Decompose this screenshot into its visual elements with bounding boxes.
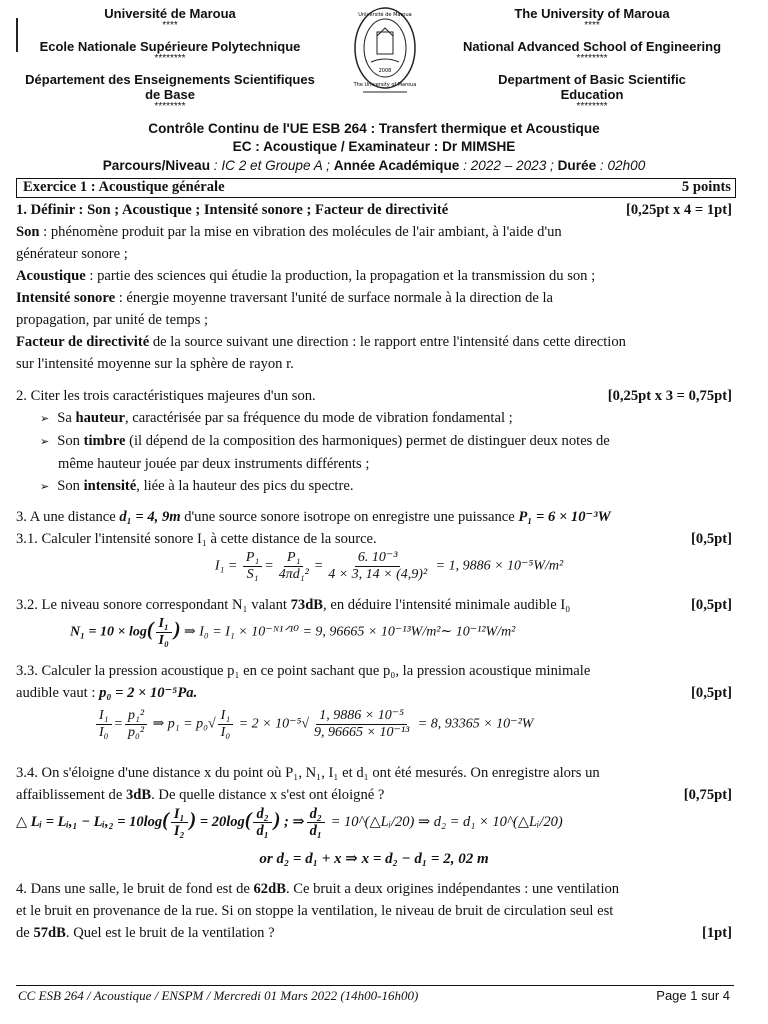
left-school: Ecole Nationale Supérieure Polytechnique	[39, 39, 301, 54]
q2-bullet-3: ➢ Son intensité, liée à la hauteur des pics du spectre.	[40, 478, 354, 494]
exam-body	[16, 199, 732, 944]
q1-acoustique	[16, 265, 732, 287]
q1-facteur	[16, 331, 732, 353]
q1-son-2: générateur sonore ;	[16, 246, 128, 262]
exercise-header-box	[16, 178, 736, 198]
right-dept-line1: Department of Basic Scientific	[498, 72, 686, 87]
exam-ec-line: EC : Acoustique / Examinateur : Dr MIMSHE	[232, 139, 516, 154]
q1-facteur-2: sur l'intensité moyenne sur la sphère de rayon r.	[16, 356, 294, 372]
left-dept-line1: Département des Enseignements Scientifiques	[25, 72, 315, 87]
left-stars-1: ****	[162, 20, 178, 31]
acoustique-text: : partie des sciences qui étudie la production, la propagation et la transmission du son ;	[85, 268, 596, 284]
parcours-label: Parcours/Niveau	[102, 158, 211, 173]
right-university: The University of Maroua	[514, 6, 670, 21]
q32-points: [0,5pt]	[691, 597, 732, 613]
right-school: National Advanced School of Engineering	[462, 39, 722, 54]
q4-points: [1pt]	[702, 925, 732, 941]
left-university: Université de Maroua	[104, 6, 236, 21]
annee-label: Année Académique	[333, 158, 460, 173]
exercise-title: Exercice 1 : Acoustique générale	[23, 179, 225, 195]
arrow-bullet-icon: ➢	[40, 481, 50, 493]
intensite-label: Intensité sonore	[16, 290, 116, 306]
eq31: I₁ = $\frac{\text{P₁}}{\text{S₁}}$ = $\frac{\text{P₁}}{\text{4πd₁²}}$ = $\frac{\text{6. 10⁻³}}{\text{4 × 3, 14 × (4,9)²}}$ = 1, 9886 × 10⁻⁵W/m²	[214, 550, 564, 582]
left-stars-2: ********	[154, 53, 186, 64]
intensite-text: : énergie moyenne traversant l'unité de surface normale à la direction de la	[115, 290, 554, 306]
q1-question	[16, 199, 732, 221]
left-dept-line2: de Base	[145, 87, 195, 102]
right-stars-1: ****	[584, 20, 600, 31]
arrow-bullet-icon: ➢	[40, 436, 50, 448]
q2-question-text: 2. Citer les trois caractéristiques majeures d'un son.	[16, 388, 316, 404]
q31-points: [0,5pt]	[691, 531, 732, 547]
q34-line1: 3.4. On s'éloigne d'une distance x du point où P₁, N₁, I₁ et d₁ ont été mesurés. On enregistre alors un	[16, 765, 600, 781]
son-label: Son	[16, 224, 40, 240]
q1-intensite	[16, 287, 732, 309]
q33-points: [0,5pt]	[691, 685, 732, 701]
university-seal	[345, 2, 425, 102]
q31-question	[16, 528, 732, 550]
annee-value: : 2022 – 2023 ;	[463, 158, 554, 173]
q2-bullet-1: ➢ Sa hauteur, caractérisée par sa fréquence du mode de vibration fondamental ;	[40, 410, 513, 426]
left-stars-3: ********	[154, 101, 186, 112]
facteur-label: Facteur de directivité	[16, 334, 150, 350]
q2-question	[16, 385, 732, 407]
facteur-text: de la source suivant une direction : le rapport entre l'intensité dans cette direction	[149, 334, 626, 350]
q1-intensite-2: propagation, par unité de temps ;	[16, 312, 209, 328]
q1-points: [0,25pt x 4 = 1pt]	[625, 202, 732, 218]
q34-line2: affaiblissement de 3dB. De quelle distance x s'est ont éloigné ? [0,75pt]	[16, 784, 732, 806]
q2-bullet-2: ➢ Son timbre (il dépend de la composition des harmoniques) permet de distinguer deux notes de	[40, 433, 610, 449]
q33-line1: 3.3. Calculer la pression acoustique p₁ en ce point sachant que p₀, la pression acoustique minimale	[16, 663, 591, 679]
right-stars-3: ********	[576, 101, 608, 112]
q2-bullet-2-cont: même hauteur jouée par deux instruments différents ;	[58, 456, 370, 472]
eq34-line2: or d₂ = d₁ + x ⇒ x = d₂ − d₁ = 2, 02 m	[259, 851, 489, 867]
q4-line3: de 57dB. Quel est le bruit de la ventilation ? [1pt]	[16, 922, 732, 944]
q31-text: 3.1. Calculer l'intensité sonore I₁ à cette distance de la source.	[16, 531, 377, 547]
eq34: △ Lᵢ = Lᵢ,₁ − Lᵢ,₂ = 10log( $\frac{\text{I₁}}{\text{I₂}}$ ) = 20log( $\frac{\text{d₂}}{\text{d₁}}$ ) ; ⇒ $\frac{\text{d₂}}{\text{d₁}}$ = 10^(△Lᵢ/20) ⇒ d₂ = d₁ × 10^(△Lᵢ/20)	[16, 806, 563, 839]
q32-question: 3.2. Le niveau sonore correspondant N₁ valant 73dB, en déduire l'intensité minimale audible I₀ [0,5pt]	[16, 594, 732, 616]
right-dept-line2: Education	[560, 87, 624, 102]
exercise-points: 5 points	[681, 179, 731, 195]
q3-intro: 3. A une distance d₁ = 4, 9m d'une source sonore isotrope on enregistre une puissance P₁ = 6 × 10⁻³W	[16, 509, 611, 525]
son-text: : phénomène produit par la mise en vibration des molécules de l'air ambiant, à l'aide d'un	[39, 224, 562, 240]
q34-points: [0,75pt]	[683, 787, 732, 803]
eq33: $\frac{\text{I₁}}{\text{I₀}}$ = $\frac{\text{p₁²}}{\text{p₀²}}$ ⇒ p₁ = p₀√ $\frac{\text{I₁}}{\text{I₀}}$ = 2 × 10⁻⁵√ $\frac{\text{1, 9886 × 10⁻⁵}}{\text{9, 96665 × 10⁻¹³}}$ = 8, 93365 × 10⁻²W	[16, 708, 732, 756]
acoustique-label: Acoustique	[16, 268, 86, 284]
eq32: N₁ = 10 × log( $\frac{\text{I₁}}{\text{I₀}}$ ) ⇒ I₀ = I₁ × 10⁻ᴺ¹ᐟ¹⁰ = 9, 96665 × 10⁻¹³W/m²∼ 10⁻¹²W/m²	[70, 616, 516, 648]
seal-top-text: Université de Maroua	[358, 12, 412, 18]
seal-year: 2008	[378, 68, 392, 74]
footer-left: CC ESB 264 / Acoustique / ENSPM / Mercredi 01 Mars 2022 (14h00-16h00)	[18, 988, 419, 1003]
parcours-value: : IC 2 et Groupe A ;	[213, 158, 330, 173]
duree-value: : 02h00	[599, 158, 646, 173]
footer-divider	[16, 985, 734, 986]
q1-son	[16, 221, 732, 243]
binding-mark	[16, 18, 18, 52]
q33-line2: audible vaut : p₀ = 2 × 10⁻⁵Pa. [0,5pt]	[16, 682, 732, 704]
q4-line2: et le bruit en provenance de la rue. Si on stoppe la ventilation, le niveau de bruit de circulation seul est	[16, 903, 614, 919]
footer-right: Page 1 sur 4	[656, 988, 730, 1003]
q4-line1: 4. Dans une salle, le bruit de fond est de 62dB. Ce bruit a deux origines indépendantes : une ventilation	[16, 881, 620, 897]
header-left	[20, 6, 320, 112]
seal-graphic	[345, 2, 425, 102]
q1-question-text: 1. Définir : Son ; Acoustique ; Intensité sonore ; Facteur de directivité	[16, 202, 449, 218]
right-stars-2: ********	[576, 53, 608, 64]
q2-points: [0,25pt x 3 = 0,75pt]	[607, 388, 732, 404]
exam-parcours-line	[0, 158, 748, 173]
duree-label: Durée	[557, 158, 597, 173]
arrow-bullet-icon: ➢	[40, 413, 50, 425]
exam-title: Contrôle Continu de l'UE ESB 264 : Transfert thermique et Acoustique	[148, 121, 600, 136]
header-right	[442, 6, 742, 112]
seal-bottom-text: The University of Maroua	[353, 82, 417, 88]
